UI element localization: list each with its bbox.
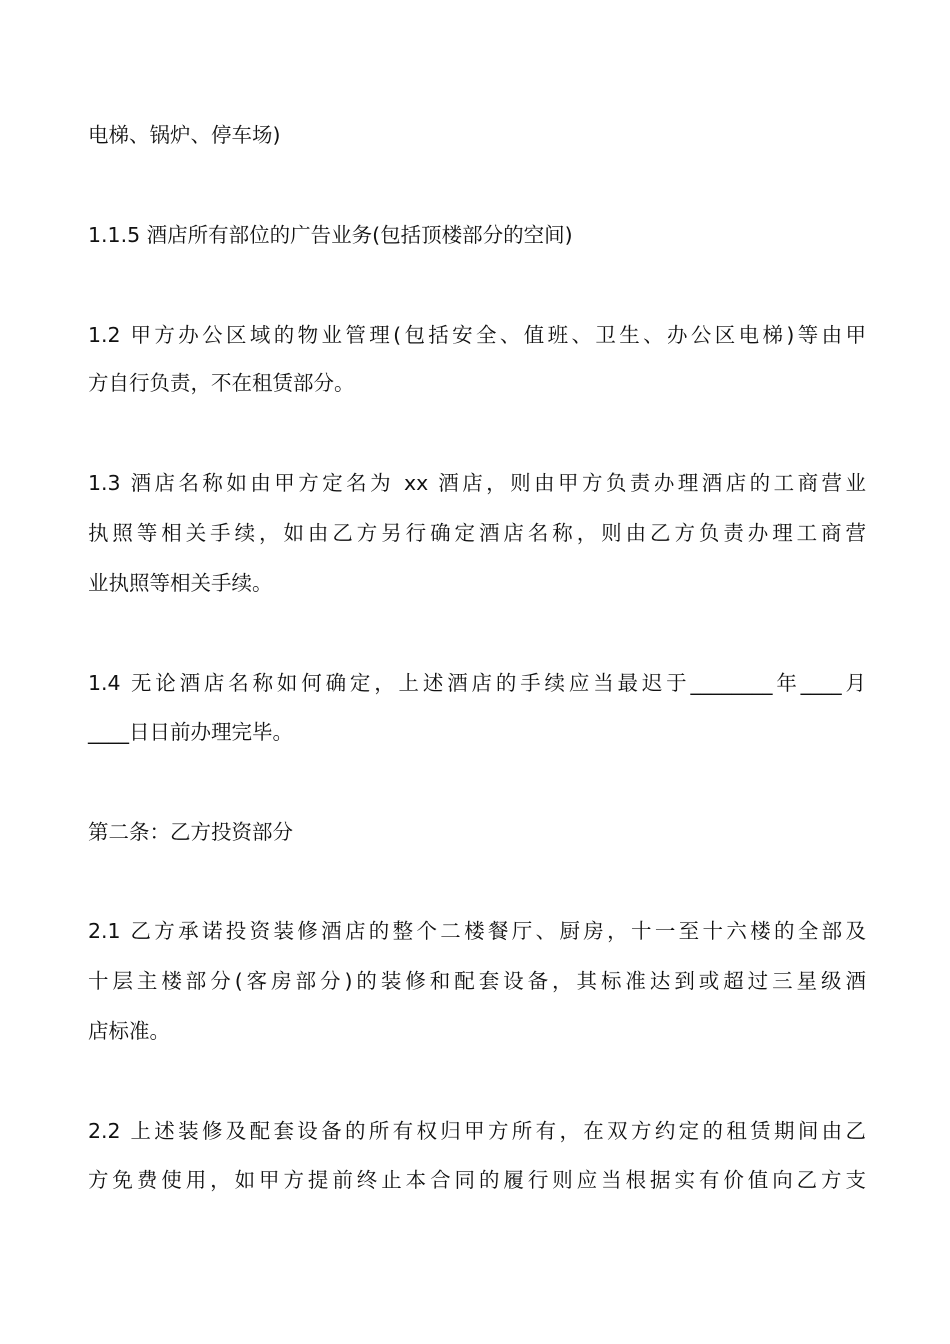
paragraph-line: 2.1 乙方承诺投资装修酒店的整个二楼餐厅、厨房，十一至十六楼的全部及 [88, 919, 866, 943]
paragraph-line: 1.4 无论酒店名称如何确定，上述酒店的手续应当最迟于________年____月 [88, 671, 866, 695]
section-heading: 第二条：乙方投资部分 [88, 820, 293, 844]
paragraph-line: 执照等相关手续，如由乙方另行确定酒店名称，则由乙方负责办理工商营 [88, 521, 866, 545]
paragraph-line: 店标准。 [88, 1019, 170, 1043]
paragraph-line: 电梯、锅炉、停车场) [88, 123, 281, 147]
paragraph-line: ____日日前办理完毕。 [88, 720, 293, 744]
paragraph-line: 2.2 上述装修及配套设备的所有权归甲方所有，在双方约定的租赁期间由乙 [88, 1119, 866, 1143]
paragraph-line: 业执照等相关手续。 [88, 571, 273, 595]
paragraph-line: 方免费使用，如甲方提前终止本合同的履行则应当根据实有价值向乙方支 [88, 1168, 866, 1192]
paragraph-line: 1.1.5 酒店所有部位的广告业务(包括顶楼部分的空间) [88, 223, 573, 247]
paragraph-line: 十层主楼部分(客房部分)的装修和配套设备，其标准达到或超过三星级酒 [88, 969, 866, 993]
paragraph-line: 方自行负责，不在租赁部分。 [88, 371, 355, 395]
paragraph-line: 1.3 酒店名称如由甲方定名为 xx 酒店，则由甲方负责办理酒店的工商营业 [88, 471, 866, 495]
paragraph-line: 1.2 甲方办公区域的物业管理(包括安全、值班、卫生、办公区电梯)等由甲 [88, 323, 866, 347]
